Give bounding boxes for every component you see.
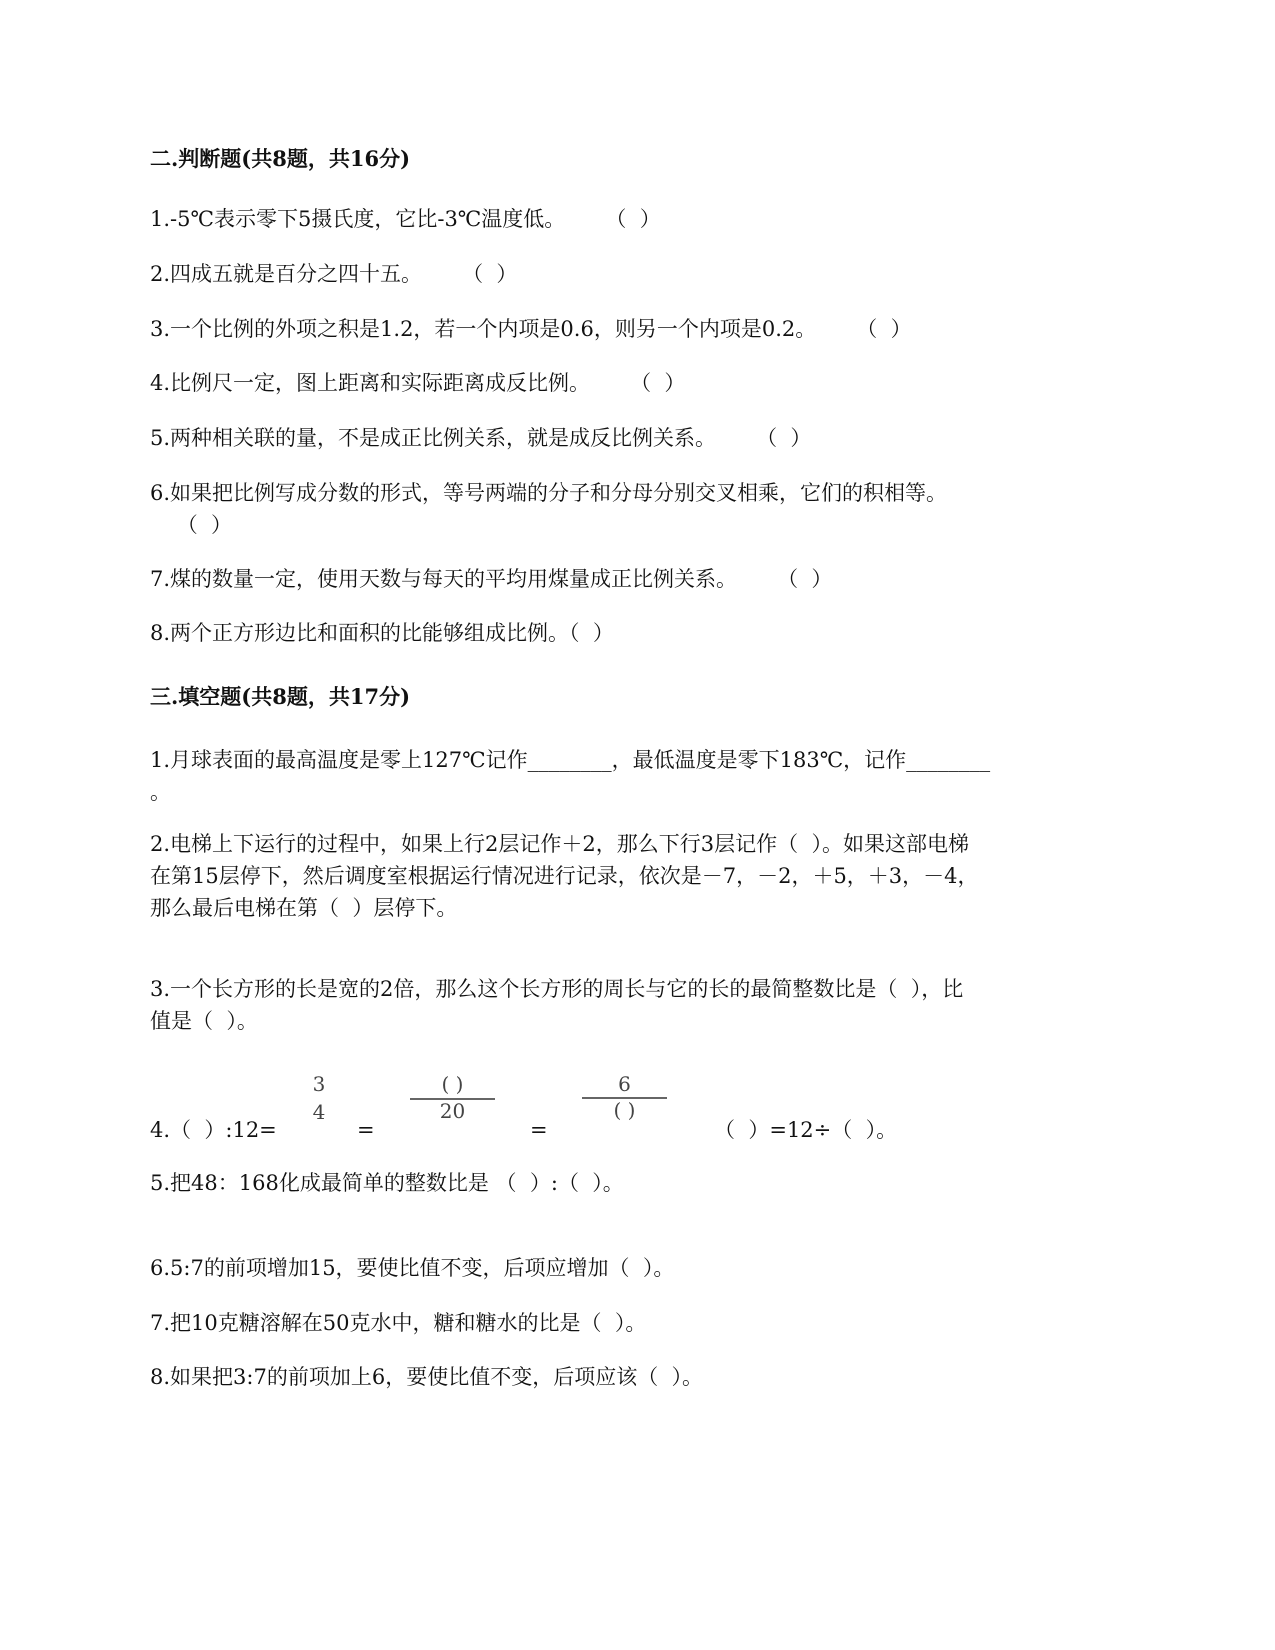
judge-item-6-cont: （ ）	[150, 513, 233, 537]
frac3-denominator: ( )	[613, 1098, 636, 1122]
judge-item-2: 2.四成五就是百分之四十五。 （ ）	[150, 262, 518, 286]
judge-heading: 二.判断题(共8题，共16分)	[150, 146, 411, 171]
judge-item-7: 7.煤的数量一定，使用天数与每天的平均用煤量成正比例关系。 （ ）	[150, 567, 833, 591]
fill-q3-line2: 值是（ ）。	[150, 1009, 258, 1033]
fill-q1-line2: 。	[150, 780, 171, 804]
fill-q1-line1: 1.月球表面的最高温度是零上127℃记作________，最低温度是零下183℃，记作________	[150, 748, 991, 772]
judge-item-1: 1.-5℃表示零下5摄氏度，它比-3℃温度低。 （ ）	[150, 207, 661, 231]
fill-q2-line2: 在第15层停下，然后调度室根据运行情况进行记录，依次是－7，－2，＋5，＋3，－4，	[150, 864, 979, 888]
fill-q3-line1: 3.一个长方形的长是宽的2倍，那么这个长方形的周长与它的长的最简整数比是（ ），比	[150, 977, 964, 1001]
judge-item-5: 5.两种相关联的量，不是成正比例关系，就是成反比例关系。 （ ）	[150, 426, 812, 450]
fill-q4-equals-1: =	[357, 1118, 375, 1142]
fill-heading: 三.填空题(共8题，共17分)	[150, 684, 411, 709]
fill-q5: 5.把48：168化成最简单的整数比是 （ ）:（ ）。	[150, 1171, 624, 1195]
fill-q2-line3: 那么最后电梯在第（ ）层停下。	[150, 896, 458, 920]
fill-q4-equals-2: =	[530, 1118, 548, 1142]
fill-q2-line1: 2.电梯上下运行的过程中，如果上行2层记作＋2，那么下行3层记作（ ）。如果这部电梯	[150, 832, 969, 856]
fill-q8: 8.如果把3:7的前项加上6，要使比值不变，后项应该（ ）。	[150, 1365, 704, 1389]
fill-q4-start: 4.（ ）:12=	[150, 1118, 277, 1142]
judge-item-3: 3.一个比例的外项之积是1.2，若一个内项是0.6，则另一个内项是0.2。 （ ）	[150, 317, 912, 341]
frac1-numerator: 3	[312, 1072, 326, 1096]
fill-q6: 6.5:7的前项增加15，要使比值不变，后项应增加（ ）。	[150, 1256, 675, 1280]
frac1-denominator: 4	[312, 1100, 326, 1124]
frac2-numerator: ( )	[441, 1072, 464, 1096]
fill-q7: 7.把10克糖溶解在50克水中，糖和糖水的比是（ ）。	[150, 1311, 647, 1335]
judge-item-6: 6.如果把比例写成分数的形式，等号两端的分子和分母分别交叉相乘，它们的积相等。	[150, 481, 948, 505]
judge-item-4: 4.比例尺一定，图上距离和实际距离成反比例。 （ ）	[150, 371, 686, 395]
fill-q4-end: （ ）=12÷（ ）。	[714, 1118, 898, 1142]
judge-item-8: 8.两个正方形边比和面积的比能够组成比例。（ ）	[150, 621, 614, 645]
frac3-numerator: 6	[618, 1072, 631, 1096]
frac2-denominator: 20	[439, 1099, 466, 1123]
